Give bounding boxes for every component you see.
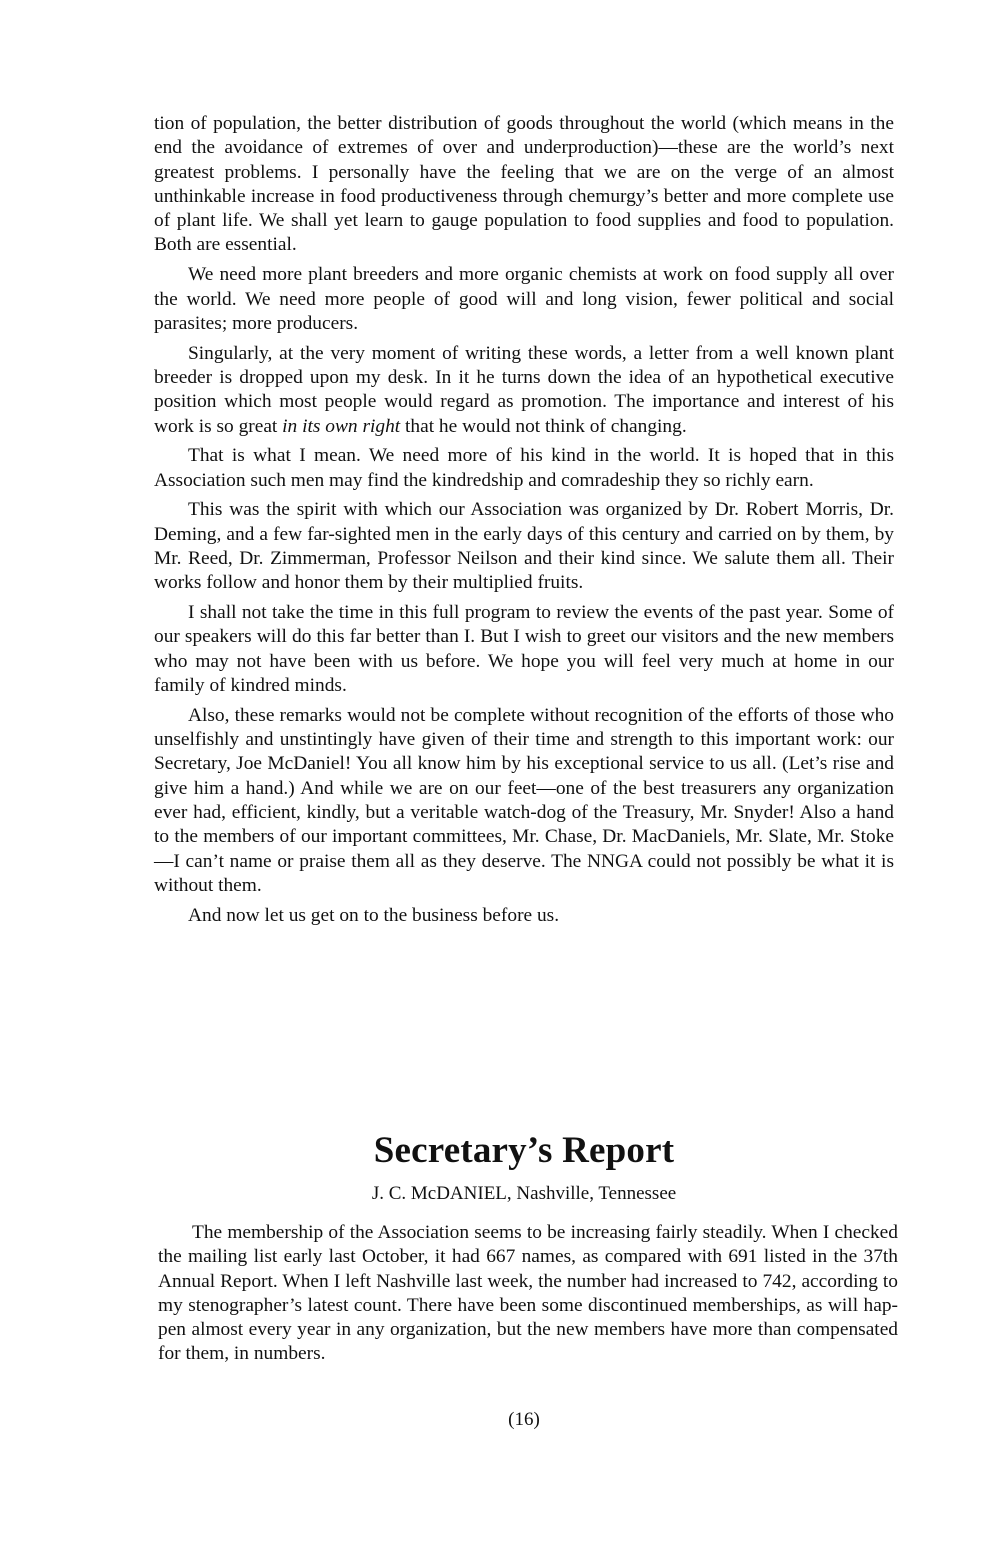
document-body bbox=[154, 112, 894, 934]
section-title: Secretary’s Report bbox=[373, 1130, 675, 1171]
author-byline: J. C. McDANIEL, Nashville, Tennessee bbox=[371, 1183, 677, 1204]
paragraph-association-founders: This was the spirit with which our Association was organized by Dr. Robert Morris, Dr. Deming, and a few far-sighted men in the early days of this century and carried on by them, by Mr. Reed, Dr. Zimmerman, Professor Neilson and their kind since. We salute them all. Their works follow and honor them by their multiplied fruits. bbox=[154, 499, 894, 594]
paragraph-population-problems: tion of population, the better distribution of goods throughout the world (which means in the end the avoidance of extremes of over and underproduction)—these are the world’s next greatest problems. I personally have the feeling that we are on the verge of an almost unthinkable increase in food productiveness through chemurgy’s better and more complete use of plant life. We shall yet learn to gauge population to food supplies and food to population. Both are essential. bbox=[154, 113, 894, 256]
italic-emphasis: in its own right bbox=[282, 415, 401, 437]
page-number: (16) bbox=[508, 1409, 540, 1430]
paragraph-text: Singularly, at the very moment of writing these words, a letter from a well known plant breeder is dropped upon my desk. In it he turns down the idea of an hypothetical executive position which most people would regard as promotion. The importance and interest of his work is so great bbox=[154, 342, 894, 437]
paragraph-greet-visitors: I shall not take the time in this full program to review the events of the past year. Some of our speakers will do this far better than I. But I wish to greet our visitors and the new members who may not have been with us before. We hope you will feel very much at home in our family of kindred minds. bbox=[154, 602, 894, 697]
paragraph-recognition: Also, these remarks would not be complete without recognition of the efforts of those who unselfishly and unstintingly have given of their time and strength to this important work: our Secretary, Joe McDaniel! You all know him by his exceptional service to us all. (Let’s rise and give him a hand.) And while we are on our feet—one of the best treasurers any organization ever had, efficient, kindly, but a veritable watch-dog of the Treasury, Mr. Snyder! Also a hand to the members of our important committees, Mr. Chase, Dr. MacDaniels, Mr. Slate, Mr. Stoke—I can’t name or praise them all as they deserve. The NNGA could not possibly be what it is without them. bbox=[154, 704, 894, 896]
paragraph-what-i-mean: That is what I mean. We need more of his kind in the world. It is hoped that in this Association such men may find the kindredship and comradeship they so richly earn. bbox=[154, 445, 894, 491]
secretary-report-body bbox=[158, 1221, 898, 1372]
paragraph-business: And now let us get on to the business before us. bbox=[188, 904, 560, 926]
paragraph-plant-breeders: We need more plant breeders and more organic chemists at work on food supply all over the world. We need more people of good will and long vision, fewer political and social parasites; more producers. bbox=[154, 264, 894, 334]
paragraph-text: that he would not think of changing. bbox=[400, 415, 687, 437]
paragraph-letter-from-breeder bbox=[154, 342, 894, 439]
paragraph-membership: The membership of the Association seems to be increasing fairly steadily. When I checked the mailing list early last October, it had 667 names, as compared with 691 listed in the 37th Annual Report. When I left Nashville last week, the number had increased to 742, according to my stenographer’s latest count. There have been some discontinued memberships, as will happen almost every year in any organization, but the new members have more than compensated for them, in numbers. bbox=[158, 1222, 898, 1365]
